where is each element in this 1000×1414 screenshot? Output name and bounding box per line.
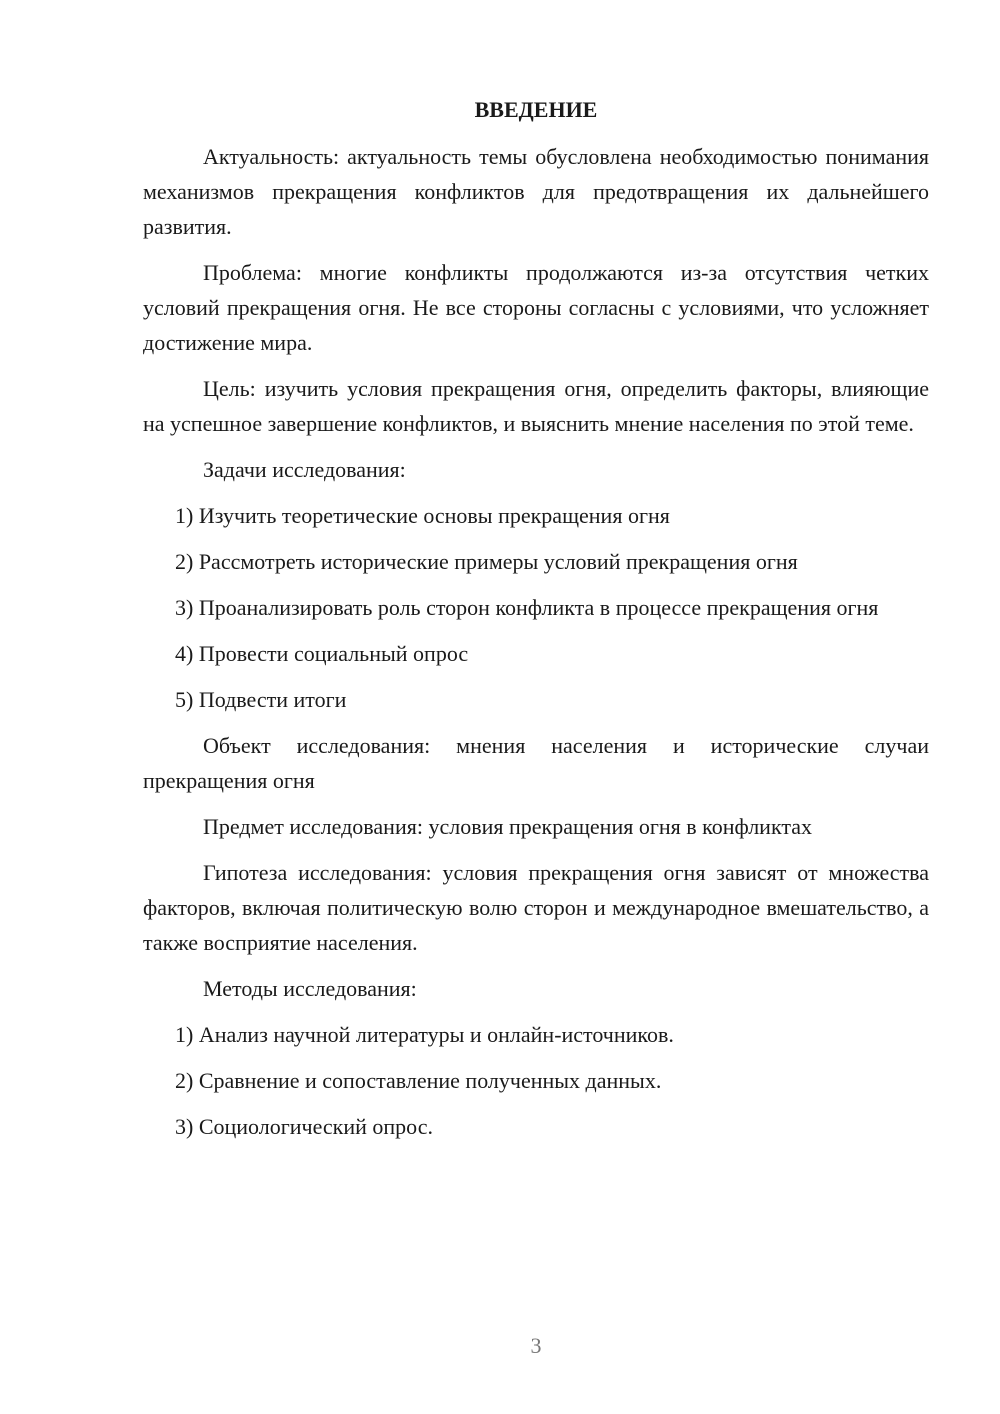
method-item: 1) Анализ научной литературы и онлайн-источников. bbox=[175, 1022, 674, 1047]
relevance-paragraph: Актуальность: актуальность темы обусловлена необходимостью понимания механизмов прекращения конфликтов для предотвращения их дальнейшего развития. bbox=[143, 144, 929, 239]
task-item: 2) Рассмотреть исторические примеры условий прекращения огня bbox=[175, 549, 798, 574]
task-item: 4) Провести социальный опрос bbox=[175, 641, 469, 666]
section-title: ВВЕДЕНИЕ bbox=[474, 97, 598, 122]
tasks-heading: Задачи исследования: bbox=[203, 457, 406, 482]
task-item: 5) Подвести итоги bbox=[175, 687, 347, 712]
method-item: 3) Социологический опрос. bbox=[175, 1114, 433, 1139]
task-item: 1) Изучить теоретические основы прекращения огня bbox=[175, 503, 670, 528]
methods-heading: Методы исследования: bbox=[203, 976, 417, 1001]
goal-paragraph: Цель: изучить условия прекращения огня, определить факторы, влияющие на успешное завершение конфликтов, и выяснить мнение населения по этой теме. bbox=[143, 376, 929, 436]
method-item: 2) Сравнение и сопоставление полученных данных. bbox=[175, 1068, 662, 1093]
object-paragraph: Объект исследования: мнения населения и исторические случаи прекращения огня bbox=[143, 733, 929, 793]
page-number: 3 bbox=[530, 1333, 542, 1358]
problem-paragraph: Проблема: многие конфликты продолжаются из-за отсутствия четких условий прекращения огня. Не все стороны согласны с условиями, что усложняет достижение мира. bbox=[143, 260, 929, 355]
task-item: 3) Проанализировать роль сторон конфликта в процессе прекращения огня bbox=[175, 595, 879, 620]
document-page bbox=[143, 92, 929, 1155]
hypothesis-paragraph: Гипотеза исследования: условия прекращения огня зависят от множества факторов, включая политическую волю сторон и международное вмешательство, а также восприятие населения. bbox=[143, 860, 929, 955]
subject-paragraph: Предмет исследования: условия прекращения огня в конфликтах bbox=[203, 814, 812, 839]
